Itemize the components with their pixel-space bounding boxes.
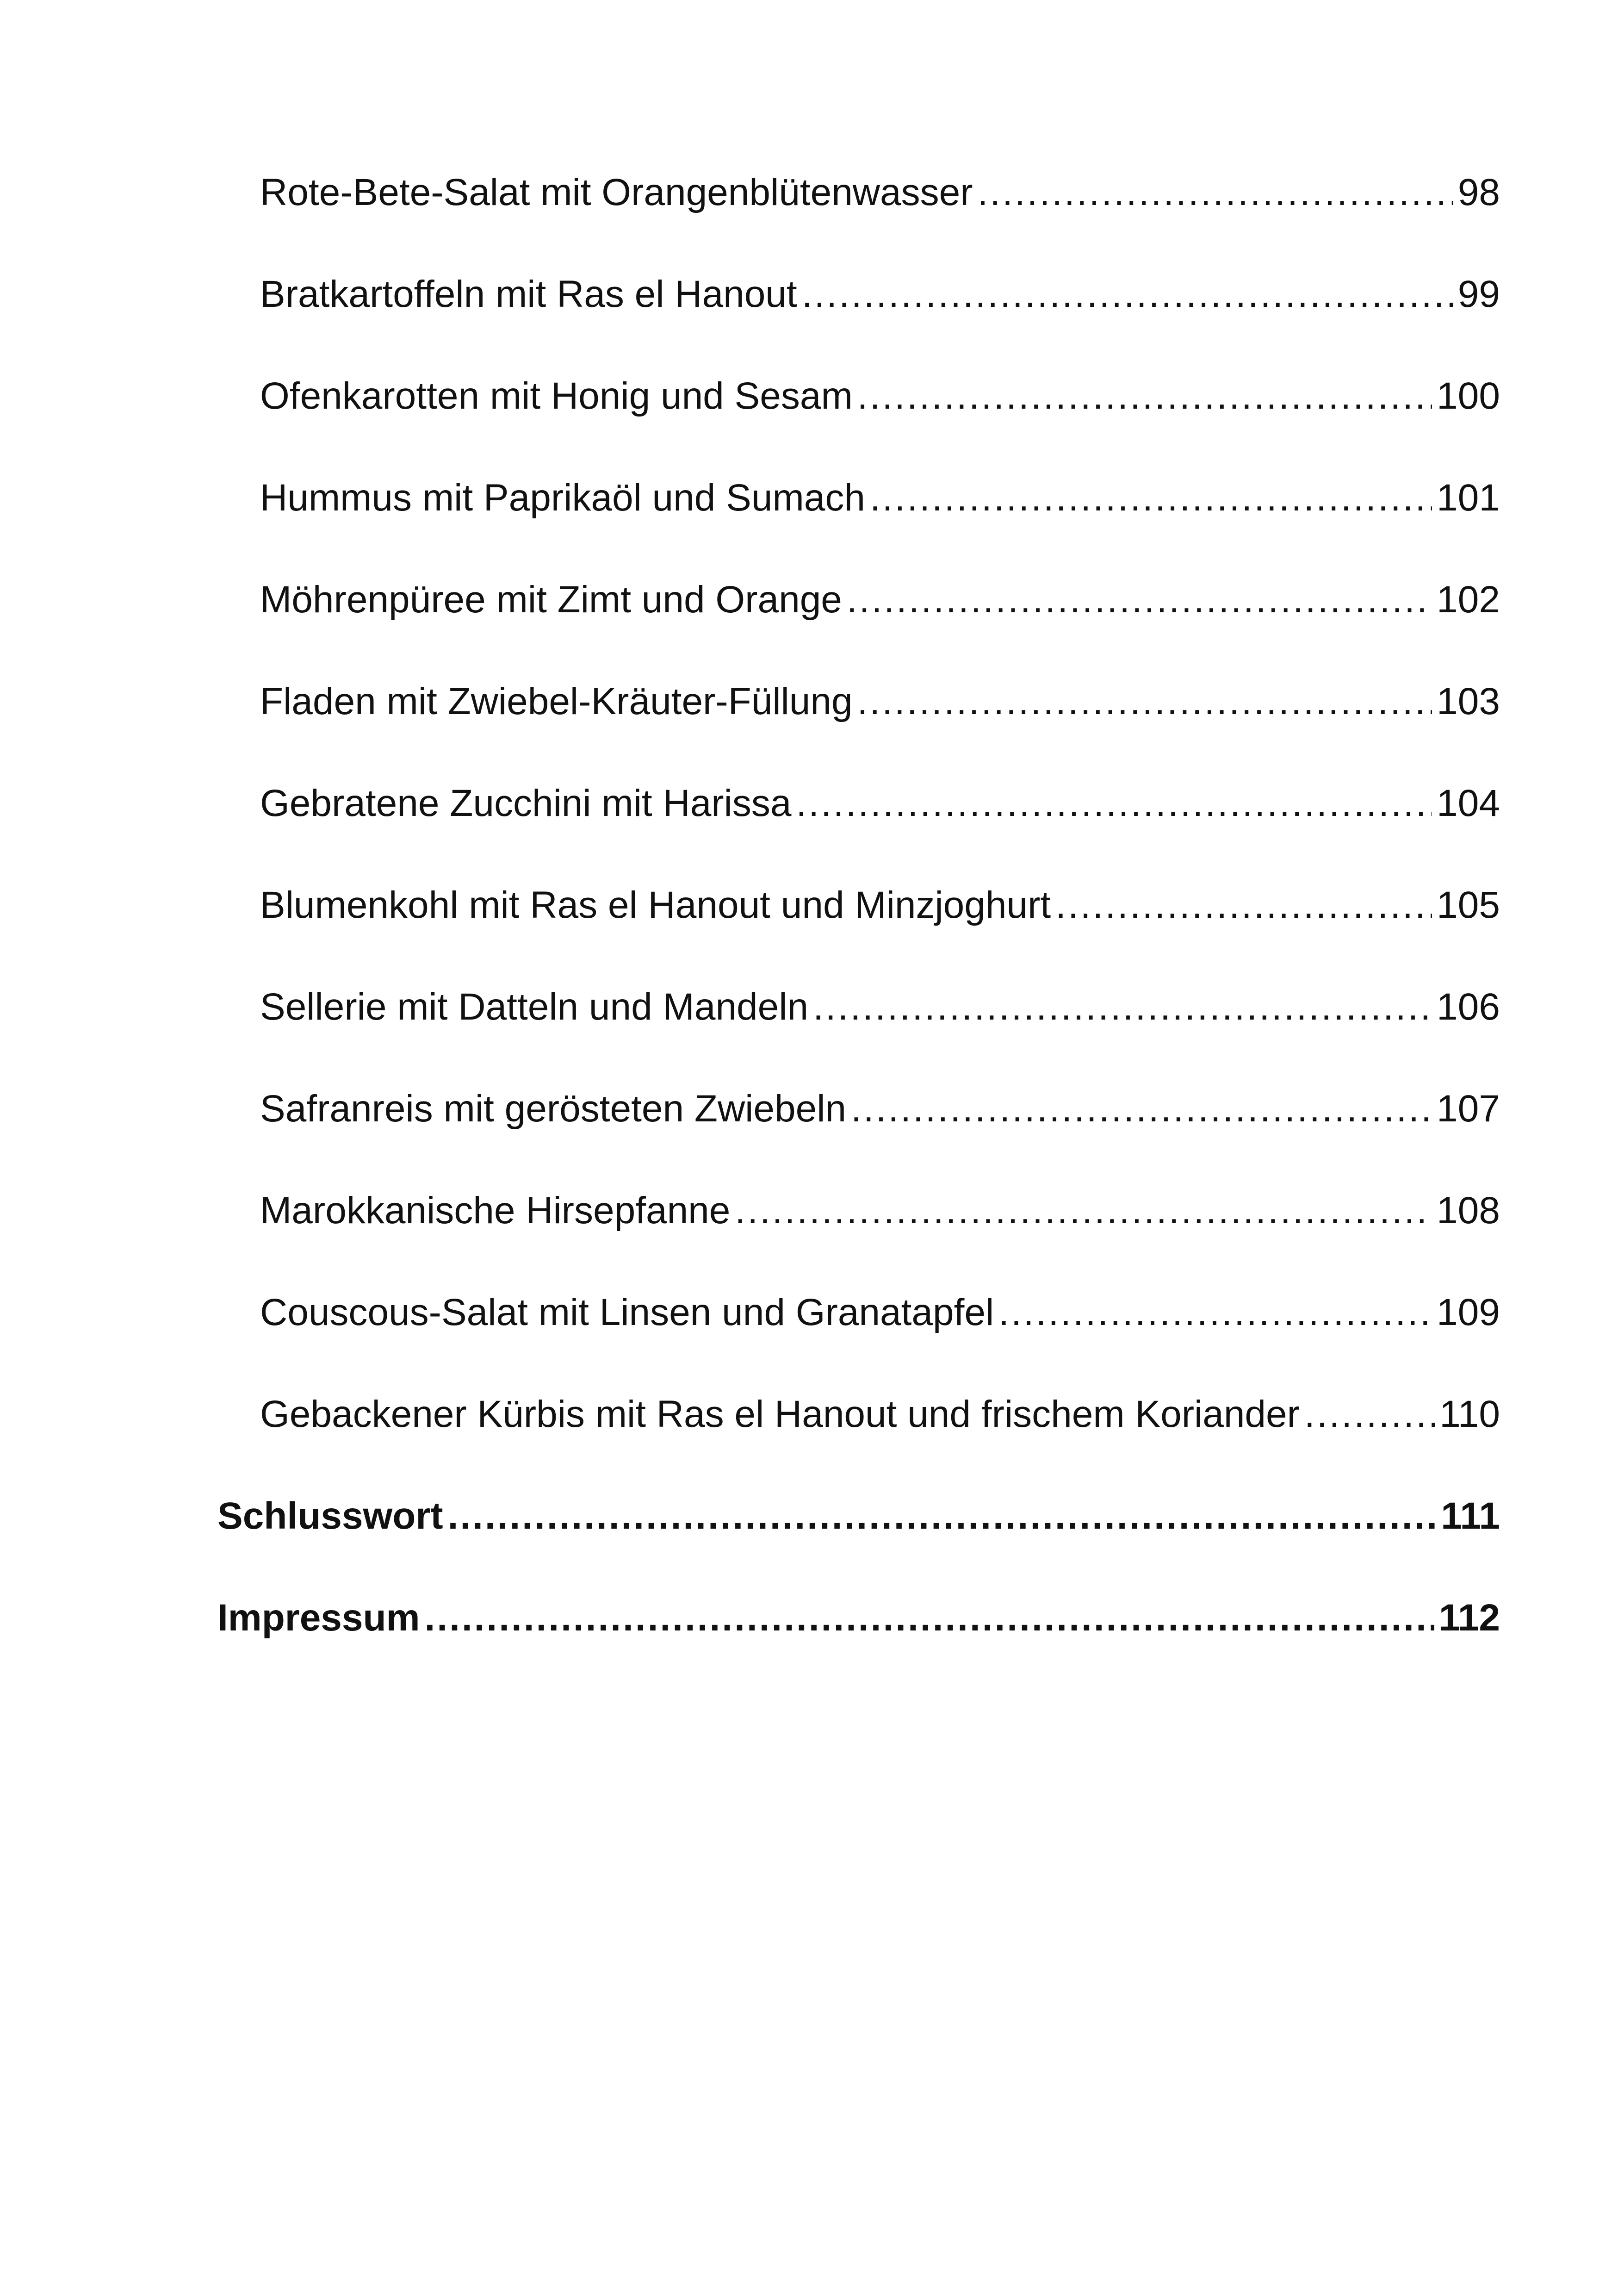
toc-entry-title: Rote-Bete-Salat mit Orangenblütenwasser: [260, 171, 973, 213]
toc-entry[interactable]: [260, 156, 1500, 230]
toc-entry[interactable]: [260, 461, 1500, 535]
toc-entry-title: Ofenkarotten mit Honig und Sesam: [260, 375, 853, 417]
toc-entry-title: Gebratene Zucchini mit Harissa: [260, 782, 792, 824]
toc-entry-page: 110: [1439, 1393, 1500, 1435]
dot-leader: [796, 766, 1432, 840]
toc-entry-page: 106: [1437, 986, 1500, 1028]
toc-entry-page: 107: [1437, 1088, 1500, 1130]
toc-entry-title: Bratkartoffeln mit Ras el Hanout: [260, 273, 797, 315]
dot-leader: [851, 1072, 1432, 1146]
dot-leader: [847, 563, 1432, 637]
toc-entry-page: 105: [1437, 884, 1500, 926]
toc-entry-title: Couscous-Salat mit Linsen und Granatapfel: [260, 1291, 994, 1333]
toc-entry-title: Gebackener Kürbis mit Ras el Hanout und frischem Koriander: [260, 1393, 1300, 1435]
dot-leader: [813, 970, 1432, 1044]
toc-chapter-title: Schlusswort: [217, 1495, 443, 1537]
toc-entry-title: Marokkanische Hirsepfanne: [260, 1189, 731, 1232]
toc-chapter-title: Impressum: [217, 1597, 420, 1639]
toc-entry-page: 101: [1437, 477, 1500, 519]
toc-entry[interactable]: [260, 665, 1500, 739]
dot-leader: [1055, 868, 1432, 942]
dot-leader: [870, 461, 1432, 535]
dot-leader: [735, 1174, 1432, 1248]
dot-leader: [802, 257, 1453, 331]
toc-entry-page: 109: [1437, 1291, 1500, 1333]
toc-chapter[interactable]: [217, 1581, 1500, 1655]
dot-leader: [425, 1581, 1434, 1655]
toc-entry[interactable]: [260, 1377, 1500, 1451]
toc-entry-page: 100: [1437, 375, 1500, 417]
toc-entry[interactable]: [260, 1072, 1500, 1146]
toc-entry-page: 104: [1437, 782, 1500, 824]
toc-entry[interactable]: [260, 1276, 1500, 1350]
toc-entry-page: 98: [1457, 171, 1500, 213]
toc-entry-page: 99: [1457, 273, 1500, 315]
dot-leader: [448, 1479, 1437, 1553]
toc-entry-title: Möhrenpüree mit Zimt und Orange: [260, 579, 842, 621]
toc-entry-title: Fladen mit Zwiebel-Kräuter-Füllung: [260, 680, 853, 722]
toc-entry[interactable]: [260, 257, 1500, 331]
toc-entry-page: 108: [1437, 1189, 1500, 1232]
toc-entry-title: Hummus mit Paprikaöl und Sumach: [260, 477, 865, 519]
dot-leader: [857, 665, 1432, 739]
toc-entry-page: 102: [1437, 579, 1500, 621]
dot-leader: [978, 156, 1453, 230]
toc-entry-title: Safranreis mit gerösteten Zwiebeln: [260, 1088, 847, 1130]
dot-leader: [857, 359, 1432, 433]
toc-entry[interactable]: [260, 563, 1500, 637]
toc-entry[interactable]: [260, 1174, 1500, 1248]
toc-chapter-page: 112: [1438, 1597, 1500, 1639]
toc-chapter[interactable]: [217, 1479, 1500, 1553]
toc-entry-title: Blumenkohl mit Ras el Hanout und Minzjoghurt: [260, 884, 1051, 926]
toc-entry-title: Sellerie mit Datteln und Mandeln: [260, 986, 809, 1028]
toc-entry[interactable]: [260, 359, 1500, 433]
toc-entry[interactable]: [260, 970, 1500, 1044]
dot-leader: [1304, 1377, 1435, 1451]
toc-chapter-page: 111: [1441, 1495, 1500, 1537]
toc-entry-page: 103: [1437, 680, 1500, 722]
toc-entry[interactable]: [260, 766, 1500, 840]
toc-entry[interactable]: [260, 868, 1500, 942]
dot-leader: [998, 1276, 1432, 1350]
